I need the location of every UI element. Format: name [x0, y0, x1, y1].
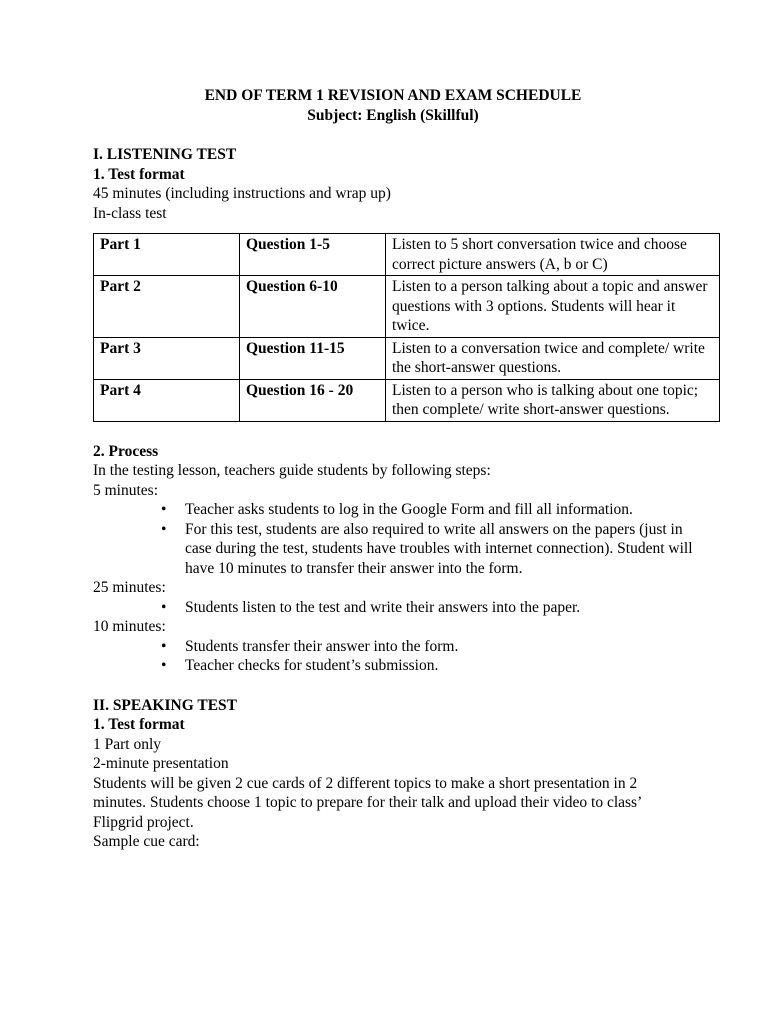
list-item: • Students transfer their answer into the form.: [185, 637, 693, 657]
sample-cue-card-label: Sample cue card:: [93, 833, 200, 850]
listening-heading: I. LISTENING TEST: [93, 146, 237, 163]
list-item: • For this test, students are also required to write all answers on the papers (just in case during the test, students have troubles with internet connection). Student will have 10 minutes to transfer their answer into the form.: [185, 520, 693, 579]
process-intro: In the testing lesson, teachers guide students by following steps:: [93, 462, 491, 479]
description-cell: Listen to a person talking about a topic and answer questions with 3 options. Students will hear it twice.: [386, 276, 720, 338]
list-item: • Students listen to the test and write their answers into the paper.: [185, 598, 693, 618]
questions-cell: Question 11-15: [240, 337, 386, 379]
step-bullets: [93, 500, 693, 578]
listening-format-heading: 1. Test format: [93, 165, 185, 183]
description-cell: Listen to a person who is talking about one topic; then complete/ write short-answer questions.: [386, 379, 720, 421]
speaking-line: 1 Part only: [93, 735, 162, 753]
table-row: [94, 379, 720, 421]
document-title: END OF TERM 1 REVISION AND EXAM SCHEDULE: [204, 87, 582, 104]
questions-cell: Question 6-10: [240, 276, 386, 338]
step-bullets: [93, 637, 693, 676]
description-cell: Listen to 5 short conversation twice and choose correct picture answers (A, b or C): [386, 234, 720, 276]
questions-cell: Question 16 - 20: [240, 379, 386, 421]
listening-format-line: 45 minutes (including instructions and wrap up): [93, 185, 391, 202]
speaking-line: 2-minute presentation: [93, 755, 229, 772]
description-cell: Listen to a conversation twice and complete/ write the short-answer questions.: [386, 337, 720, 379]
part-cell: Part 2: [94, 276, 240, 338]
process-heading: 2. Process: [93, 442, 159, 460]
step-time: 5 minutes:: [93, 481, 159, 499]
table-row: [94, 337, 720, 379]
part-cell: Part 3: [94, 337, 240, 379]
document-subtitle: Subject: English (Skillful): [307, 106, 479, 124]
listening-format-table: [93, 233, 720, 422]
listening-format-line: In-class test: [93, 204, 167, 222]
speaking-format-heading: 1. Test format: [93, 716, 185, 733]
part-cell: Part 1: [94, 234, 240, 276]
step-time: 10 minutes:: [93, 618, 166, 635]
list-item: • Teacher asks students to log in the Google Form and fill all information.: [185, 500, 693, 520]
document-page: [93, 86, 708, 852]
table-row: [94, 234, 720, 276]
step-bullets: [93, 598, 693, 618]
step-time: 25 minutes:: [93, 579, 166, 596]
questions-cell: Question 1-5: [240, 234, 386, 276]
table-row: [94, 276, 720, 338]
list-item: • Teacher checks for student’s submission.: [185, 656, 693, 676]
speaking-heading: II. SPEAKING TEST: [93, 696, 238, 714]
part-cell: Part 4: [94, 379, 240, 421]
speaking-paragraph: Students will be given 2 cue cards of 2 different topics to make a short presentation in 2 minutes. Students choose 1 topic to prepare for their talk and upload their video to class’ Flipgrid project.: [93, 774, 642, 831]
